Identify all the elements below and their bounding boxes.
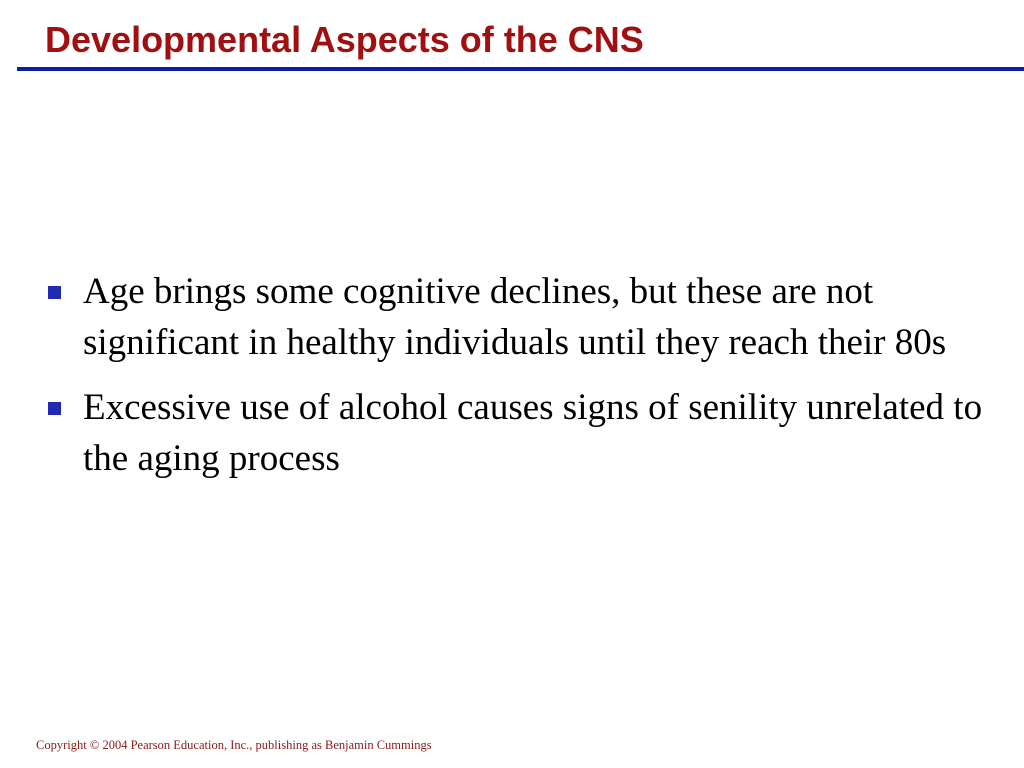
copyright-footer: Copyright © 2004 Pearson Education, Inc., publishing as Benjamin Cummings: [36, 738, 432, 752]
bullet-text: Age brings some cognitive declines, but these are not significant in healthy individuals until they reach their 80s: [83, 271, 947, 363]
slide-title: Developmental Aspects of the CNS: [45, 19, 644, 60]
square-bullet-icon: [48, 402, 61, 415]
bullet-item: [46, 266, 1006, 368]
bullet-list: [46, 266, 1006, 498]
title-divider: [17, 67, 1024, 71]
square-bullet-icon: [48, 286, 61, 299]
bullet-item: [46, 382, 1006, 484]
bullet-text: Excessive use of alcohol causes signs of senility unrelated to the aging process: [83, 387, 983, 479]
